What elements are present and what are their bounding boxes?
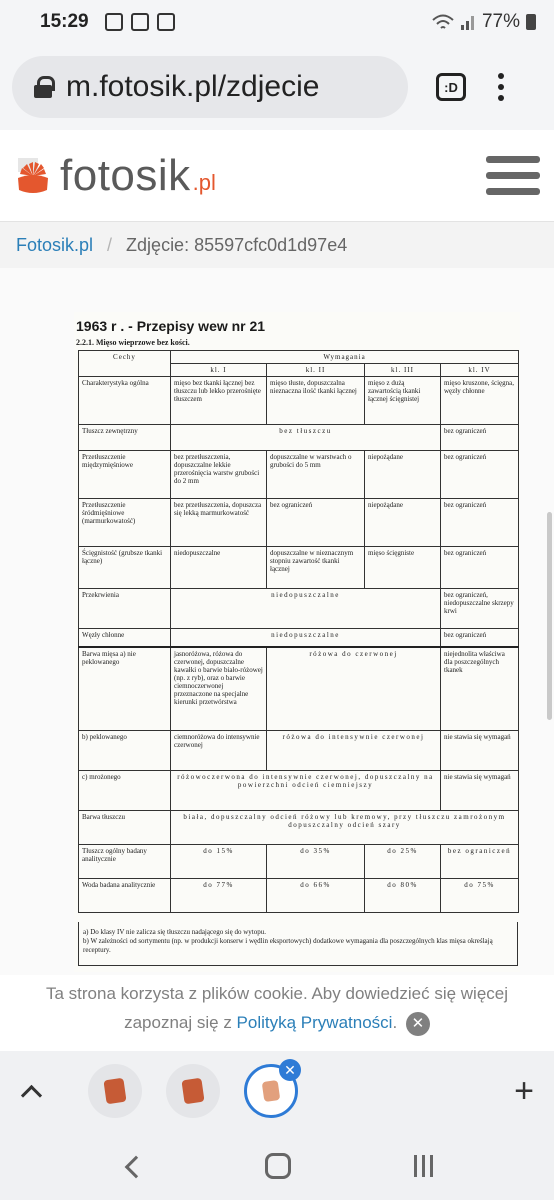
cell: mięso bez tkanki łącznej bez tłuszczu lub lekko przerośnięte tłuszczem [171, 377, 267, 425]
cookie-notice [0, 975, 554, 1051]
table-row [79, 499, 519, 547]
row-label: Barwa mięsa a) nie peklowanego [79, 647, 171, 731]
favicon-icon [181, 1078, 204, 1105]
cell: mięso kruszone, ścięgna, węzły chłonne [441, 377, 519, 425]
scanned-document-image[interactable] [74, 312, 520, 972]
row-label: Tłuszcz zewnętrzny [79, 425, 171, 451]
notification-icons [105, 13, 175, 31]
cell: niedopuszczalne [171, 547, 267, 589]
cell: mięso z dużą zawartością tkanki łącznej ścięgnistej [365, 377, 441, 425]
page-scrollbar[interactable] [547, 512, 552, 720]
document-subtitle: 2.2.1. Mięso wieprzowe bez kości. [76, 338, 190, 347]
cell: do 35% [267, 845, 365, 879]
cell: bez przetłuszczenia, dopuszcza się lekką marmurkowatość [171, 499, 267, 547]
row-label: Tłuszcz ogólny badany analitycznie [79, 845, 171, 879]
row-label: Woda badana analitycznie [79, 879, 171, 913]
cell: do 66% [267, 879, 365, 913]
footnote: b) W zależności od sortymentu (np. w produkcji konserw i wędlin eksportowych) dodatkowe wymagania dla poszczególnych klas mięsa określają receptury. [83, 937, 493, 954]
cell: różowoczerwona do intensywnie czerwonej, dopuszczalny na powierzchni odcień ciemniejszy [171, 771, 441, 811]
wifi-icon [432, 13, 454, 31]
new-tab-button[interactable]: + [514, 1071, 534, 1110]
cell: niedopuszczalne [171, 589, 441, 629]
system-navigation-bar [0, 1131, 554, 1200]
cell: do 75% [441, 879, 519, 913]
cell: mięso ścięgniste [365, 547, 441, 589]
signal-icon [460, 13, 476, 31]
tab-strip [0, 1051, 554, 1131]
cell: niepożądane [365, 499, 441, 547]
battery-icon [526, 14, 536, 30]
tab-thumbnail[interactable] [88, 1064, 142, 1118]
table-row [79, 547, 519, 589]
cell: dopuszczalne w warstwach o grubości do 5 mm [267, 451, 365, 499]
lock-icon[interactable] [34, 76, 52, 98]
cell: różowa do intensywnie czerwonej [267, 731, 441, 771]
app-notification-icon [131, 13, 149, 31]
logo-text[interactable]: fotosik [60, 150, 191, 200]
cell: bez ograniczeń [441, 629, 519, 647]
site-header [0, 130, 554, 222]
cell: ciemnoróżowa do intensywnie czerwonej [171, 731, 267, 771]
cell: biała, dopuszczalny odcień różowy lub kremowy, przy tłuszczu zamrożonym dopuszczalny odcień szary [171, 811, 519, 845]
back-icon[interactable] [122, 1156, 142, 1176]
browser-toolbar [0, 44, 554, 130]
cell: jasnoróżowa, różowa do czerwonej, dopuszczalne kawałki o barwie biało-różowej (np. z ryb), oraz o barwie ciemnoczerwonej przeznaczone na specjalne kierunki przetwórstwa [171, 647, 267, 731]
table-row [79, 629, 519, 647]
privacy-policy-link[interactable]: Polityką Prywatności [236, 1013, 393, 1032]
cell: mięso tłuste, dopuszczalna nieznaczna ilość tkanki łącznej [267, 377, 365, 425]
table-row [79, 425, 519, 451]
cell: do 77% [171, 879, 267, 913]
close-tab-icon[interactable]: ✕ [279, 1059, 301, 1081]
system-indicators [432, 11, 536, 33]
cell: bez ograniczeń [441, 451, 519, 499]
status-time: 15:29 [40, 11, 89, 32]
cell: bez przetłuszczenia, dopuszczalne lekkie przerośnięcia warstw grubości do 2 mm [171, 451, 267, 499]
more-vert-icon[interactable] [498, 73, 504, 101]
battery-percent: 77% [481, 11, 520, 32]
breadcrumb-current: Zdjęcie: 85597cfc0d1d97e4 [126, 234, 348, 255]
home-icon[interactable] [265, 1153, 291, 1179]
table-row [79, 879, 519, 913]
cookie-text-end: . [392, 1013, 398, 1032]
tab-switcher-button[interactable]: :D [436, 73, 466, 101]
cell: bez ograniczeń [441, 547, 519, 589]
tab-thumbnail[interactable] [166, 1064, 220, 1118]
row-label: Barwa tłuszczu [79, 811, 171, 845]
footnote: a) Do klasy IV nie zalicza się tłuszczu nadającego się do wytopu. [83, 928, 266, 936]
table-row [79, 377, 519, 425]
favicon-icon [103, 1078, 126, 1105]
table-row [79, 771, 519, 811]
cell: bez tłuszczu [171, 425, 441, 451]
header-wymagania: Wymagania [171, 351, 519, 364]
table-row [79, 731, 519, 771]
cell: nie stawia się wymagań [441, 771, 519, 811]
row-label: Węzły chłonne [79, 629, 171, 647]
row-label: Przetłuszczenie śródmięśniowe (marmurkowatość) [79, 499, 171, 547]
hamburger-menu-icon[interactable] [486, 156, 540, 195]
requirements-table [78, 350, 519, 913]
status-bar [0, 0, 554, 44]
table-row [79, 845, 519, 879]
photo-viewer [0, 268, 554, 1048]
url-text[interactable]: m.fotosik.pl/zdjecie [66, 70, 320, 103]
recent-apps-icon[interactable] [414, 1155, 433, 1177]
row-label: Przekrwienia [79, 589, 171, 629]
cell: różowa do czerwonej [267, 647, 441, 731]
favicon-icon [262, 1080, 281, 1102]
cookie-close-icon[interactable]: ✕ [406, 1012, 430, 1036]
sync-notification-icon [157, 13, 175, 31]
header-class: kl. I [171, 364, 267, 377]
row-label: Charakterystyka ogólna [79, 377, 171, 425]
row-label: Przetłuszczenie międzymięśniowe [79, 451, 171, 499]
table-row [79, 647, 519, 731]
header-class: kl. IV [441, 364, 519, 377]
breadcrumb-separator: / [107, 234, 113, 255]
breadcrumb [0, 222, 554, 268]
cell: do 80% [365, 879, 441, 913]
cookie-text: Ta strona korzysta z plików cookie. Aby dowiedzieć się więcej zapoznaj się z [45, 984, 509, 1032]
cell: dopuszczalne w nieznacznym stopniu zawartość tkanki łącznej [267, 547, 365, 589]
cell: niedopuszczalne [171, 629, 441, 647]
table-row [79, 451, 519, 499]
cell: bez ograniczeń [441, 845, 519, 879]
cell: do 15% [171, 845, 267, 879]
cell: do 25% [365, 845, 441, 879]
cell: bez ograniczeń [441, 425, 519, 451]
table-row [79, 589, 519, 629]
cell: bez ograniczeń, niedopuszczalne skrzepy krwi [441, 589, 519, 629]
cell: niejednolita właściwa dla poszczególnych tkanek [441, 647, 519, 731]
row-label: b) peklowanego [79, 731, 171, 771]
gallery-notification-icon [105, 13, 123, 31]
cell: niepożądane [365, 451, 441, 499]
header-class: kl. II [267, 364, 365, 377]
row-label: Ścięgnistość (grubsze tkanki łączne) [79, 547, 171, 589]
cell: nie stawia się wymagań [441, 731, 519, 771]
logo-suffix: .pl [192, 169, 216, 195]
header-cechy: Cechy [79, 351, 171, 377]
cell: bez ograniczeń [267, 499, 365, 547]
header-class: kl. III [365, 364, 441, 377]
address-bar[interactable] [12, 56, 408, 118]
document-footnotes [78, 922, 518, 966]
active-tab-thumbnail[interactable] [244, 1064, 298, 1118]
table-row [79, 811, 519, 845]
chevron-up-icon[interactable] [20, 1081, 40, 1101]
document-title: 1963 r . - Przepisy wew nr 21 [76, 318, 266, 334]
cell: bez ograniczeń [441, 499, 519, 547]
breadcrumb-home-link[interactable]: Fotosik.pl [16, 234, 94, 255]
row-label: c) mrożonego [79, 771, 171, 811]
fotosik-logo-icon[interactable] [14, 154, 52, 198]
